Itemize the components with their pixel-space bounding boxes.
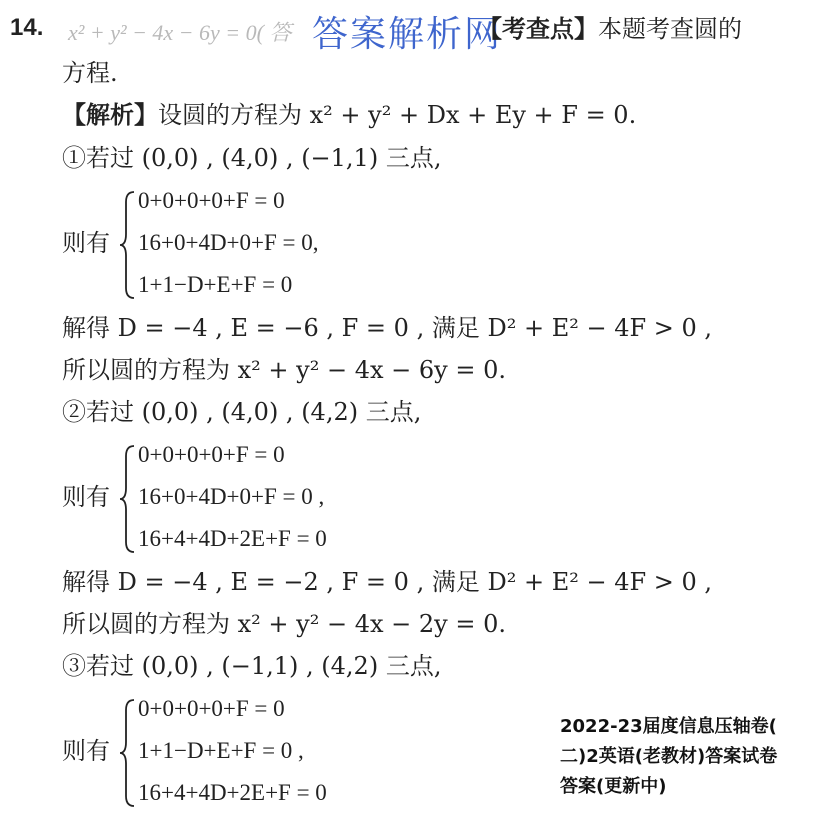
question-number: 14. — [10, 14, 44, 41]
analysis-label: 【解析】 — [62, 101, 158, 129]
question-intro — [478, 14, 742, 44]
analysis-line — [62, 100, 636, 130]
case3-prefix: 则有 — [62, 737, 110, 765]
case2-equation-2: 16+0+4D+0+F = 0 , — [138, 484, 325, 509]
case2-equation-3: 16+4+4D+2E+F = 0 — [138, 526, 327, 551]
analysis-text: 设圆的方程为 x² + y² + Dx + Ey + F = 0. — [158, 101, 637, 129]
question-intro-2: 方程. — [62, 59, 118, 87]
case2-brace — [118, 444, 138, 554]
case1-equation-2: 16+0+4D+0+F = 0, — [138, 230, 319, 255]
footer-caption — [560, 712, 810, 802]
case1-heading: ①若过 (0,0) , (4,0) , (−1,1) 三点, — [62, 144, 442, 172]
question-tag: 【考查点】 — [478, 15, 598, 43]
watermark: 答案解析网 — [312, 14, 503, 55]
case2-prefix: 则有 — [62, 483, 110, 511]
question-intro-text: 本题考查圆的 — [598, 15, 742, 43]
case1-prefix: 则有 — [62, 229, 110, 257]
case2-equation-1: 0+0+0+0+F = 0 — [138, 442, 285, 467]
case2-conclusion: 所以圆的方程为 x² + y² − 4x − 2y = 0. — [62, 610, 506, 638]
case3-brace — [118, 698, 138, 808]
case1-conclusion: 所以圆的方程为 x² + y² − 4x − 6y = 0. — [62, 356, 506, 384]
footer-line-1: 2022-23届度信息压轴卷( — [560, 716, 777, 737]
footer-line-3: 答案(更新中) — [560, 776, 667, 797]
case2-solution: 解得 D = −4 , E = −2 , F = 0 , 满足 D² + E² − 4F > 0 , — [62, 568, 713, 596]
case3-equation-3: 16+4+4D+2E+F = 0 — [138, 780, 327, 805]
case3-equation-2: 1+1−D+E+F = 0 , — [138, 738, 304, 763]
case1-equation-3: 1+1−D+E+F = 0 — [138, 272, 293, 297]
faded-answer-text: x² + y² − 4x − 6y = 0( 答 — [68, 20, 292, 45]
case3-heading: ③若过 (0,0) , (−1,1) , (4,2) 三点, — [62, 652, 442, 680]
case1-brace — [118, 190, 138, 300]
footer-line-2: 二)2英语(老教材)答案试卷 — [560, 746, 778, 767]
case2-heading: ②若过 (0,0) , (4,0) , (4,2) 三点, — [62, 398, 422, 426]
case1-equation-1: 0+0+0+0+F = 0 — [138, 188, 285, 213]
case1-solution: 解得 D = −4 , E = −6 , F = 0 , 满足 D² + E² − 4F > 0 , — [62, 314, 713, 342]
case3-equation-1: 0+0+0+0+F = 0 — [138, 696, 285, 721]
